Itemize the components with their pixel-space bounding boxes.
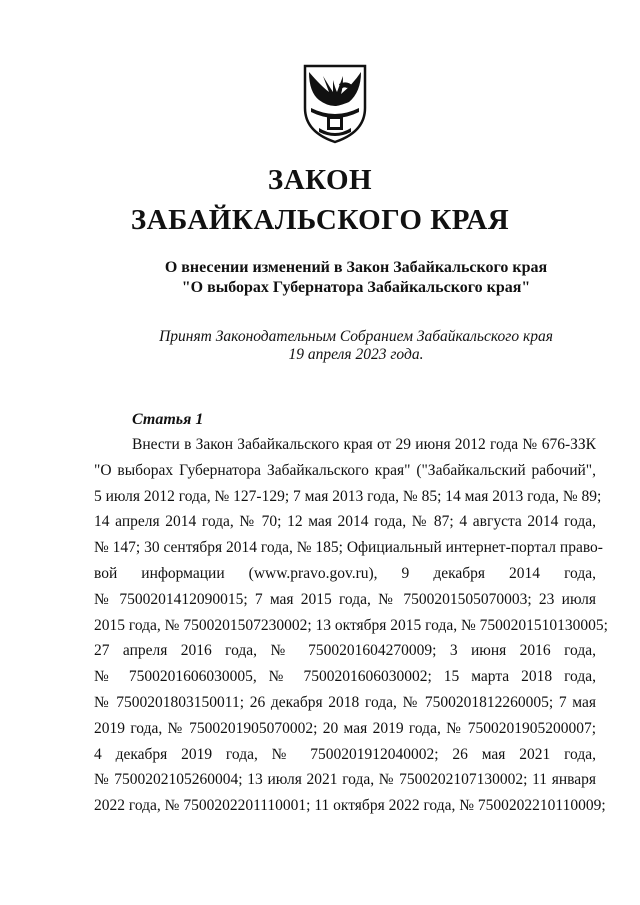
- article-text-line: № 7500201606030005, № 7500201606030002; 15 марта 2018 года,: [94, 668, 596, 686]
- article-text-line: 2019 года, № 7500201905070002; 20 мая 2019 года, № 7500201905200007;: [94, 719, 596, 737]
- article-text-line: вой информации (www.pravo.gov.ru), 9 декабря 2014 года,: [94, 564, 596, 582]
- article-text-line: 14 апреля 2014 года, № 70; 12 мая 2014 года, № 87; 4 августа 2014 года,: [94, 513, 596, 531]
- article-text-line: Внести в Закон Забайкальского края от 29 июня 2012 года № 676-ЗЗК: [132, 436, 596, 453]
- article-text-line: 5 июля 2012 года, № 127-129; 7 мая 2013 года, № 85; 14 мая 2013 года, № 89;: [94, 487, 602, 505]
- document-title-line-1: ЗАКОН: [267, 164, 373, 196]
- article-heading: Статья 1: [132, 411, 204, 428]
- article-text-line: 2022 года, № 7500202201110001; 11 октября 2022 года, № 7500202210110009;: [94, 797, 606, 815]
- article-text-line: "О выборах Губернатора Забайкальского края" ("Забайкальский рабочий",: [94, 461, 596, 479]
- article-text-line: № 7500201412090015; 7 мая 2015 года, № 7500201505070003; 23 июля: [94, 590, 596, 608]
- article-body: [94, 432, 608, 819]
- document-title-line-2: ЗАБАЙКАЛЬСКОГО КРАЯ: [130, 204, 510, 236]
- article-text-line: 2015 года, № 7500201507230002; 13 октября 2015 года, № 7500201510130005;: [94, 616, 608, 634]
- law-subject-line-2: "О выборах Губернатора Забайкальского края": [181, 279, 531, 296]
- article-text-line: 4 декабря 2019 года, № 7500201912040002; 26 мая 2021 года,: [94, 745, 596, 763]
- law-subject-line-1: О внесении изменений в Закон Забайкальского края: [164, 259, 548, 276]
- adoption-date: 19 апреля 2023 года.: [288, 346, 424, 363]
- article-text-line: № 7500202105260004; 13 июля 2021 года, № 7500202107130002; 11 января: [94, 771, 596, 789]
- article-text-line: № 147; 30 сентября 2014 года, № 185; Официальный интернет-портал право-: [94, 539, 603, 557]
- coat-of-arms-icon: [299, 62, 371, 144]
- article-text-line: 27 апреля 2016 года, № 7500201604270009; 3 июня 2016 года,: [94, 642, 596, 660]
- adoption-note-line-1: Принят Законодательным Собранием Забайкальского края: [159, 328, 553, 345]
- article-text-line: № 7500201803150011; 26 декабря 2018 года, № 7500201812260005; 7 мая: [94, 693, 596, 711]
